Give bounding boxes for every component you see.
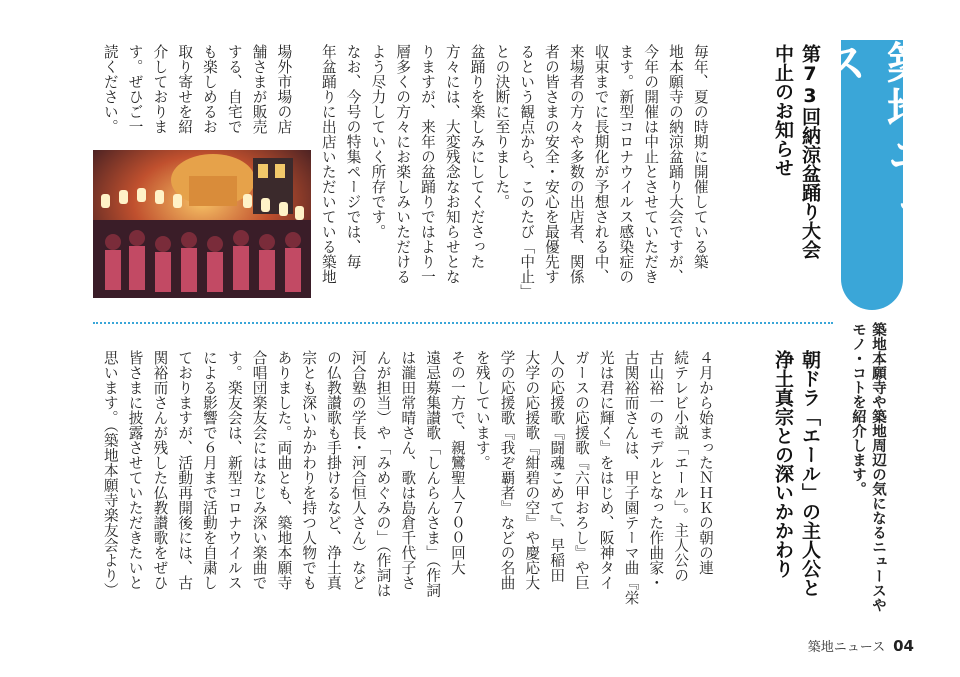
article-body xyxy=(315,44,712,304)
body-line: ４月から始まったＮＨＫの朝の連 xyxy=(696,350,714,575)
body-line: 今年の開催は中止とさせていただき xyxy=(642,44,660,284)
body-line: 層多くの方々にお楽しみいただける xyxy=(394,44,412,284)
body-line: 河合塾の学長・河合恒人さん）など xyxy=(349,350,367,590)
body-line: 舗さまが販売 xyxy=(250,44,268,134)
body-line: す。ぜひご一 xyxy=(126,44,144,134)
body-line: す。楽友会は、新型コロナウイルス xyxy=(225,350,243,590)
body-line: 地本願寺の納涼盆踊り大会ですが、 xyxy=(666,44,684,284)
festival-photo-image xyxy=(93,150,311,298)
section-title: 築地ニュース xyxy=(815,40,930,270)
body-line: 学の応援歌『我ぞ覇者』などの名曲 xyxy=(498,350,516,590)
body-line: その一方で、親鸞聖人７００回大 xyxy=(448,350,466,575)
body-line: 関裕而さんが残した仏教讃歌をぜひ xyxy=(151,350,169,590)
body-line: 宗とも深いかかわりを持つ人物でも xyxy=(300,350,318,590)
body-line: 遠忌募集讃歌「しんらんさま」（作詞 xyxy=(424,350,442,598)
body-line: 毎年、夏の時期に開催している築 xyxy=(691,44,709,269)
body-line: 合唱団楽友会にはなじみ深い楽曲で xyxy=(250,350,268,590)
body-line: ガースの応援歌『六甲おろし』や巨 xyxy=(572,350,590,590)
body-line: 皆さまに披露させていただきたいと xyxy=(126,350,144,590)
body-line: 介しておりま xyxy=(151,44,169,134)
body-line: 場外市場の店 xyxy=(275,44,293,134)
section-divider xyxy=(93,322,833,324)
body-line: 光は君に輝く』をはじめ、阪神タイ xyxy=(597,350,615,590)
body-line: 読ください。 xyxy=(101,44,119,134)
body-line: ありました。両曲とも、築地本願寺 xyxy=(275,350,293,590)
body-line: の仏教讃歌も手掛けるなど、浄土真 xyxy=(324,350,342,590)
headline-line: 中止のお知らせ xyxy=(772,44,794,177)
body-line: んが担当）や「みめぐみの」（作詞は xyxy=(374,350,392,598)
body-line: なお、今号の特集ページでは、毎 xyxy=(344,44,362,269)
body-line: 古関裕而さんは、甲子園テーマ曲『栄 xyxy=(622,350,640,605)
article-headline xyxy=(769,350,823,620)
section-intro xyxy=(848,322,888,622)
article-headline xyxy=(769,44,823,304)
body-line: 古山裕一のモデルとなった作曲家・ xyxy=(647,350,665,590)
section-banner xyxy=(815,40,930,310)
article-body xyxy=(97,350,717,620)
body-line: るという観点から、このたび「中止」 xyxy=(518,44,536,299)
intro-line: モノ・コトを紹介します。 xyxy=(850,322,866,496)
body-line: も楽しめるお xyxy=(200,44,218,134)
body-line: よう尽力していく所存です。 xyxy=(369,44,387,239)
body-line: する、自宅で xyxy=(225,44,243,134)
body-line: 者の皆さまの安全・安心を最優先す xyxy=(542,44,560,284)
body-line: 大学の応援歌『紺碧の空』や慶応大 xyxy=(523,350,541,590)
body-line: 方々には、大変残念なお知らせとな xyxy=(443,44,461,284)
headline-line: 第73回納涼盆踊り大会 xyxy=(799,44,821,259)
body-line: を残しています。 xyxy=(473,350,491,470)
body-line: 取り寄せを紹 xyxy=(176,44,194,134)
body-line: 収束までに長期化が予想される中、 xyxy=(592,44,610,284)
body-line: 人の応援歌『闘魂こめて』、早稲田 xyxy=(548,350,566,583)
headline-line: 浄土真宗との深いかかわり xyxy=(772,350,794,578)
body-line: 思います。（築地本願寺楽友会より） xyxy=(101,350,119,598)
page-number: 04 xyxy=(893,637,914,655)
bon-odori-festival-photo xyxy=(93,150,311,298)
body-line: 来場者の方々や多数の出店者、関係 xyxy=(567,44,585,284)
body-line: による影響で６月まで活動を自粛し xyxy=(200,350,218,590)
body-line: 年盆踊りに出店いただいている築地 xyxy=(319,44,337,284)
body-line: りますが、来年の盆踊りではより一 xyxy=(418,44,436,284)
body-line: ておりますが、活動再開後には、古 xyxy=(176,350,194,590)
body-line: 盆踊りを楽しみにしてくださった xyxy=(468,44,486,269)
body-line: 続テレビ小説「エール」。主人公の xyxy=(672,350,690,583)
headline-line: 朝ドラ「エール」の主人公と xyxy=(799,350,821,597)
body-line: ます。新型コロナウイルス感染症の xyxy=(617,44,635,284)
body-line: は瀧田常晴さん、歌は島倉千代子さ xyxy=(399,350,417,590)
body-line: との決断に至りました。 xyxy=(493,44,511,209)
intro-line: 築地本願寺や築地周辺の気になるニュースや xyxy=(870,322,886,612)
footer-section: 築地ニュース xyxy=(807,640,886,655)
page-footer xyxy=(808,636,914,655)
